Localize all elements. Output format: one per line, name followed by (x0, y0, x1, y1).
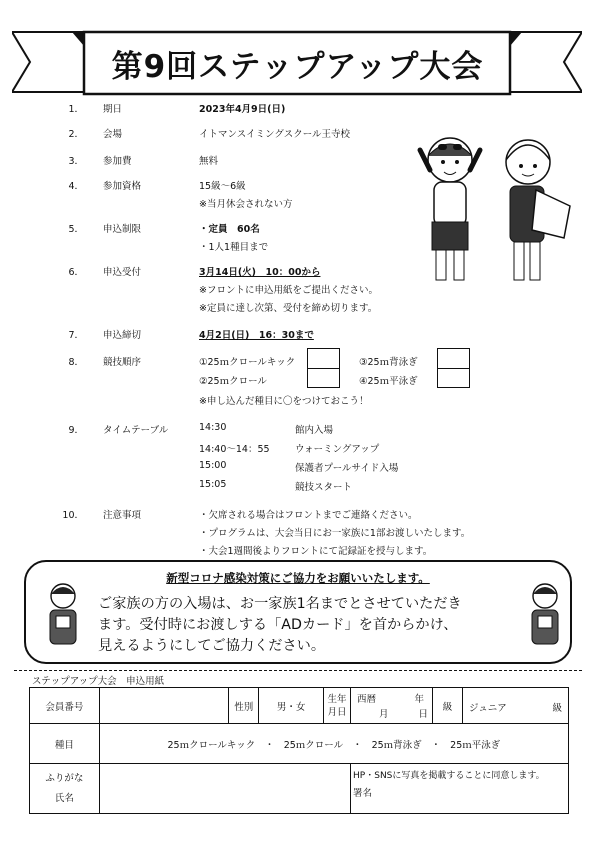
junior-label: ジュニア (468, 703, 507, 714)
item-value: ・定員 60名 (199, 224, 260, 235)
covid-notice-line: ご家族の方の入場は、お一家族1名までとさせていただき (98, 596, 462, 612)
junior-kyu-label: 級 (552, 703, 562, 714)
item-note: ※フロントに申込用紙をご提出ください。 (199, 285, 378, 296)
item-note: ※定員に達し次第、受付を締め切ります。 (199, 303, 378, 314)
item-number: 3． (68, 156, 84, 167)
item-label: 競技順序 (103, 357, 142, 368)
consent-cell[interactable] (351, 764, 569, 814)
item-value: イトマンスイミングスクール王寺校 (199, 129, 351, 140)
cut-line (14, 670, 582, 671)
event-checkbox[interactable] (437, 348, 470, 388)
timetable-time: 14:30 (199, 422, 227, 433)
birthdate-label-bottom: 月日 (327, 706, 347, 718)
item-label: 申込締切 (103, 330, 142, 341)
item-number: 2． (68, 129, 84, 140)
page-title: 第9回ステップアップ大会 (111, 48, 484, 85)
covid-notice-line: 見えるようにしてご協力ください。 (98, 638, 326, 654)
event-option: ④25ｍ平泳ぎ (359, 376, 418, 387)
member-number-label: 会員番号 (30, 688, 100, 724)
notice-line: ・大会1週間後よりフロントにて記録証を授与します。 (199, 546, 433, 557)
timetable-desc: 保護者プールサイド入場 (295, 463, 399, 474)
item-number: 6． (68, 267, 84, 278)
event-option: ③25ｍ背泳ぎ (359, 357, 418, 368)
item-value: 無料 (199, 156, 219, 167)
consent-text: HP・SNSに写真を掲載することに同意します。 (353, 771, 545, 781)
era-label: 西暦 (357, 694, 377, 705)
name-label: 氏名 (54, 792, 74, 804)
item-label: 注意事項 (103, 510, 142, 521)
application-form (29, 687, 569, 814)
item-label: 会場 (103, 129, 123, 140)
gender-options[interactable]: 男・女 (259, 688, 324, 724)
item-value: 4月2日(日) 16：30まで (199, 330, 314, 341)
timetable-desc: 競技スタート (295, 482, 353, 493)
item-label: 参加費 (103, 156, 132, 167)
furigana-label: ふりがな (45, 772, 84, 784)
signature-label: 署名 (353, 788, 373, 799)
item-note: ・1人1種目まで (199, 242, 269, 253)
event-label: 種目 (30, 724, 100, 764)
name-label-cell (30, 764, 100, 814)
item-number: 7． (68, 330, 84, 341)
item-label: 申込受付 (103, 267, 142, 278)
item-number: 10． (62, 510, 84, 521)
item-label: 参加資格 (103, 181, 142, 192)
kyu-label: 級 (433, 688, 463, 724)
junior-field[interactable] (462, 688, 568, 724)
name-field[interactable] (99, 764, 350, 814)
birthdate-label (324, 688, 351, 724)
staff-illustration-right (520, 580, 570, 650)
item-number: 1． (68, 104, 84, 115)
notice-line: ・プログラムは、大会当日にお一家族に1部お渡しいたします。 (199, 528, 471, 539)
covid-notice-heading: 新型コロナ感染対策にご協力をお願いいたします。 (166, 571, 430, 585)
item-number: 8． (68, 357, 84, 368)
covid-notice-line: ます。受付時にお渡しする「ADカード」を首からかけ、 (98, 617, 458, 633)
gender-label: 性別 (229, 688, 259, 724)
item-number: 9． (68, 425, 84, 436)
year-label: 年 (414, 694, 424, 705)
item-value: 3月14日(火) 10：00から (199, 267, 321, 278)
timetable-desc: ウォーミングアップ (295, 444, 380, 455)
staff-illustration-left (38, 580, 88, 650)
notice-line: ・欠席される場合はフロントまでご連絡ください。 (199, 510, 418, 521)
day-label: 日 (418, 709, 428, 720)
timetable-time: 15:05 (199, 479, 227, 490)
birthdate-field[interactable] (351, 688, 433, 724)
item-value: 2023年4月9日(日) (199, 104, 286, 115)
birthdate-label-top: 生年 (327, 693, 347, 705)
item-label: 期日 (103, 104, 123, 115)
item-label: 申込制限 (103, 224, 142, 235)
timetable-desc: 館内入場 (295, 425, 334, 436)
item-note: ※当月休会されない方 (199, 199, 293, 210)
item-note: ※申し込んだ種目に〇をつけておこう！ (199, 396, 369, 407)
form-caption: ステップアップ大会 申込用紙 (32, 676, 165, 687)
timetable-time: 14:40～14：55 (199, 444, 270, 455)
item-number: 5． (68, 224, 84, 235)
swimmer-kids-illustration (410, 130, 580, 290)
event-option: ①25ｍクロールキック (199, 357, 296, 368)
member-number-field[interactable] (99, 688, 229, 724)
event-checkbox[interactable] (307, 348, 340, 388)
item-number: 4． (68, 181, 84, 192)
covid-notice-box (24, 560, 572, 664)
item-value: 15級～6級 (199, 181, 246, 192)
month-label: 月 (379, 709, 389, 720)
event-options[interactable]: 25ｍクロールキック ・ 25ｍクロール ・ 25ｍ背泳ぎ ・ 25ｍ平泳ぎ (99, 724, 568, 764)
covid-notice-body (98, 594, 518, 657)
timetable-time: 15:00 (199, 460, 227, 471)
event-option: ②25ｍクロール (199, 376, 267, 387)
item-label: タイムテーブル (103, 425, 169, 436)
